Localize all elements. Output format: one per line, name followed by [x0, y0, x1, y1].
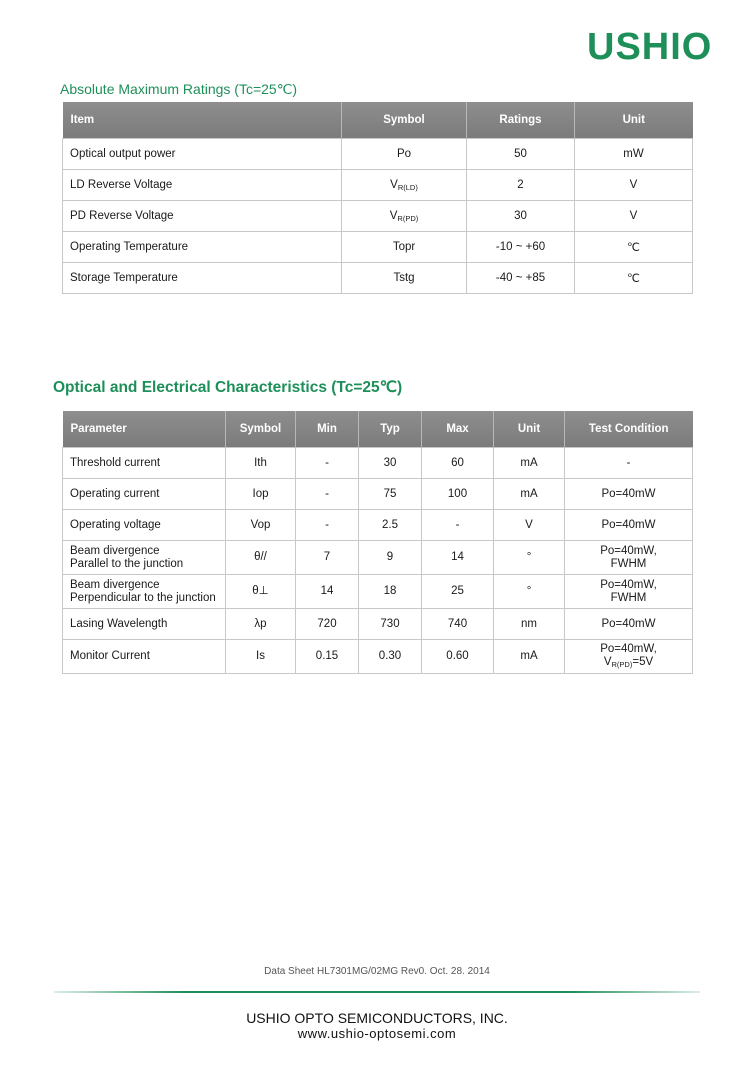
table-row [63, 640, 693, 674]
parameter-line-1: Beam divergence [70, 544, 160, 557]
min-cell: 14 [296, 575, 359, 609]
unit-cell: nm [494, 609, 565, 640]
min-cell: 0.15 [296, 640, 359, 674]
condition-cell [565, 575, 693, 609]
max-cell: 14 [422, 541, 494, 575]
unit-cell: ° [494, 575, 565, 609]
min-cell: - [296, 479, 359, 510]
symbol-text: Po [396, 148, 412, 160]
item-cell: Optical output power [63, 139, 342, 170]
condition-cell: Po=40mW [565, 479, 693, 510]
table-row [63, 575, 693, 609]
typ-cell: 30 [359, 448, 422, 479]
max-cell: 60 [422, 448, 494, 479]
unit-cell: ℃ [575, 263, 693, 294]
column-header-symbol: Symbol [342, 102, 467, 139]
typ-cell: 18 [359, 575, 422, 609]
table-row [63, 609, 693, 640]
company-url: www.ushio-optosemi.com [297, 1026, 457, 1041]
absolute-maximum-ratings-table [62, 102, 693, 294]
max-cell: - [422, 510, 494, 541]
unit-cell: ° [494, 541, 565, 575]
condition-cell [565, 541, 693, 575]
symbol-text: Tstg [393, 272, 415, 284]
unit-cell: V [575, 170, 693, 201]
typ-cell: 730 [359, 609, 422, 640]
symbol-cell: Vop [226, 510, 296, 541]
condition-line-1: Po=40mW, [600, 544, 657, 557]
condition-line-2 [565, 656, 692, 671]
symbol-text: Topr [392, 241, 416, 253]
min-cell: 720 [296, 609, 359, 640]
symbol-cell: Ith [226, 448, 296, 479]
min-cell: - [296, 510, 359, 541]
symbol-cell: Is [226, 640, 296, 674]
symbol-cell [342, 263, 467, 294]
symbol-text: V [390, 178, 398, 191]
parameter-cell: Threshold current [63, 448, 226, 479]
symbol-cell [342, 232, 467, 263]
condition-line-2: FWHM [610, 591, 647, 604]
parameter-cell: Operating voltage [63, 510, 226, 541]
unit-cell: V [575, 201, 693, 232]
column-header-test-condition: Test Condition [565, 411, 693, 448]
table-row [63, 479, 693, 510]
condition-subscript: R(PD) [611, 659, 633, 669]
typ-cell: 75 [359, 479, 422, 510]
parameter-line-2: Perpendicular to the junction [70, 591, 216, 604]
footer-divider [54, 991, 700, 993]
parameter-cell [63, 541, 226, 575]
unit-cell: ℃ [575, 232, 693, 263]
ushio-logo: USHIO [587, 26, 713, 68]
column-header-min: Min [296, 411, 359, 448]
oec-section-title: Optical and Electrical Characteristics (Tc=25℃) [53, 379, 403, 396]
unit-cell: V [494, 510, 565, 541]
column-header-unit: Unit [494, 411, 565, 448]
column-header-typ: Typ [359, 411, 422, 448]
parameter-cell: Operating current [63, 479, 226, 510]
max-cell: 25 [422, 575, 494, 609]
table-row [63, 201, 693, 232]
datasheet-revision: Data Sheet HL7301MG/02MG Rev0. Oct. 28. 2014 [264, 966, 490, 977]
item-cell: PD Reverse Voltage [63, 201, 342, 232]
symbol-cell: Iop [226, 479, 296, 510]
condition-value: =5V [632, 655, 654, 668]
max-cell: 740 [422, 609, 494, 640]
table-row [63, 139, 693, 170]
table-row [63, 170, 693, 201]
column-header-parameter: Parameter [63, 411, 226, 448]
symbol-subscript: R(LD) [397, 182, 418, 192]
item-cell: Storage Temperature [63, 263, 342, 294]
condition-symbol: V [603, 655, 612, 668]
item-cell: Operating Temperature [63, 232, 342, 263]
parameter-line-2: Parallel to the junction [70, 557, 184, 570]
table-header-row [63, 102, 693, 139]
condition-cell [565, 640, 693, 674]
table-row [63, 448, 693, 479]
symbol-cell [342, 170, 467, 201]
table-row [63, 263, 693, 294]
unit-cell: mA [494, 448, 565, 479]
symbol-cell [342, 139, 467, 170]
item-cell: LD Reverse Voltage [63, 170, 342, 201]
rating-cell: 2 [467, 170, 575, 201]
column-header-unit: Unit [575, 102, 693, 139]
parameter-line-1: Beam divergence [70, 578, 160, 591]
parameter-cell [63, 575, 226, 609]
unit-cell: mA [494, 479, 565, 510]
table-row [63, 510, 693, 541]
rating-cell: 50 [467, 139, 575, 170]
rating-cell: -40 ~ +85 [467, 263, 575, 294]
table-header-row [63, 411, 693, 448]
amr-section-title: Absolute Maximum Ratings (Tc=25℃) [60, 81, 298, 97]
symbol-text: V [389, 209, 398, 222]
condition-cell: - [565, 448, 693, 479]
column-header-symbol: Symbol [226, 411, 296, 448]
typ-cell: 0.30 [359, 640, 422, 674]
condition-cell: Po=40mW [565, 609, 693, 640]
rating-cell: -10 ~ +60 [467, 232, 575, 263]
typ-cell: 9 [359, 541, 422, 575]
condition-cell: Po=40mW [565, 510, 693, 541]
column-header-item: Item [63, 102, 342, 139]
max-cell: 100 [422, 479, 494, 510]
condition-line-2: FWHM [610, 557, 647, 570]
parameter-cell: Monitor Current [63, 640, 226, 674]
parameter-cell: Lasing Wavelength [63, 609, 226, 640]
company-name: USHIO OPTO SEMICONDUCTORS, INC. [246, 1010, 508, 1026]
optical-electrical-characteristics-table [62, 411, 693, 674]
condition-line-1: Po=40mW, [600, 578, 657, 591]
min-cell: 7 [296, 541, 359, 575]
column-header-max: Max [422, 411, 494, 448]
table-row [63, 232, 693, 263]
symbol-cell: θ// [226, 541, 296, 575]
unit-cell: mA [494, 640, 565, 674]
condition-line-1: Po=40mW, [600, 642, 657, 655]
symbol-subscript: R(PD) [397, 213, 419, 223]
rating-cell: 30 [467, 201, 575, 232]
symbol-cell [342, 201, 467, 232]
min-cell: - [296, 448, 359, 479]
table-row [63, 541, 693, 575]
symbol-cell: θ⊥ [226, 575, 296, 609]
symbol-cell: λp [226, 609, 296, 640]
unit-cell: mW [575, 139, 693, 170]
column-header-ratings: Ratings [467, 102, 575, 139]
typ-cell: 2.5 [359, 510, 422, 541]
max-cell: 0.60 [422, 640, 494, 674]
